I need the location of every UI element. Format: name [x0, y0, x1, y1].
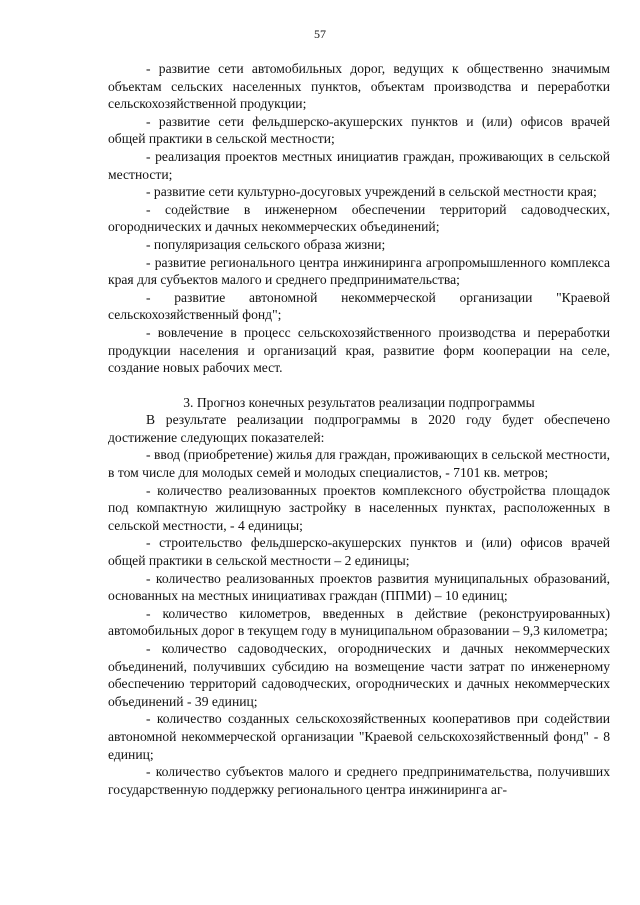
intro-paragraph: В результате реализации подпрограммы в 2020 году будет обеспечено достижение следующих показателей: — [108, 412, 610, 445]
list-item: - реализация проектов местных инициатив граждан, проживающих в сельской местности; — [108, 148, 610, 182]
indicator-item: - количество километров, введенных в действие (реконструированных) автомобильных дорог в текущем году в муниципальном образовании – 9,3 километра; — [108, 605, 610, 639]
indicator-item: - количество созданных сельскохозяйственных кооперативов при содействии автономной некоммерческой организации "Краевой сельскохозяйственный фонд" - 8 единиц; — [108, 711, 610, 762]
list-item: - развитие сети фельдшерско-акушерских пунктов и (или) офисов врачей общей практики в сельской местности; — [108, 113, 610, 147]
list-item: - развитие автономной некоммерческой организации "Краевой сельскохозяйственный фонд"; — [108, 289, 610, 323]
section-heading: 3. Прогноз конечных результатов реализации подпрограммы — [183, 394, 535, 410]
list-item: - развитие сети автомобильных дорог, ведущих к общественно значимым объектам сельских населенных пунктов, объектам производства и переработки сельскохозяйственной продукции; — [108, 61, 610, 112]
indicator-item: - ввод (приобретение) жилья для граждан, проживающих в сельской местности, в том числе для молодых семей и молодых специалистов, - 7101 кв. метров; — [108, 447, 610, 481]
indicator-item: - количество реализованных проектов развития муниципальных образований, основанных на местных инициативах граждан (ППМИ) – 10 единиц; — [108, 570, 610, 604]
indicator-item: - количество реализованных проектов комплексного обустройства площадок под компактную жилищную застройку в населенных пунктах, расположенных в сельской местности, - 4 единицы; — [108, 482, 610, 533]
indicator-item: - строительство фельдшерско-акушерских пунктов и (или) офисов врачей общей практики в сельской местности – 2 единицы; — [108, 535, 610, 569]
indicator-item: - количество садоводческих, огороднических и дачных некоммерческих объединений, получивших субсидию на возмещение части затрат по инженерному обеспечению территорий садоводческих, огороднических и дачных некоммерческих объединений - 39 единиц; — [108, 641, 610, 709]
indicator-item: - количество субъектов малого и среднего предпринимательства, получивших государственную поддержку регионального центра инжиниринга аг- — [108, 764, 610, 797]
page-number: 57 — [314, 27, 326, 41]
list-item: - развитие сети культурно-досуговых учреждений в сельской местности края; — [146, 184, 597, 200]
list-item: - вовлечение в процесс сельскохозяйственного производства и переработки продукции населения и организаций края, развитие форм кооперации на селе, создание новых рабочих мест. — [108, 324, 610, 376]
list-item: - содействие в инженерном обеспечении территорий садоводческих, огороднических и дачных некоммерческих объединений; — [108, 201, 610, 235]
list-item: - развитие регионального центра инжиниринга агропромышленного комплекса края для субъектов малого и среднего предпринимательства; — [108, 254, 610, 288]
document-body — [108, 60, 610, 798]
list-item: - популяризация сельского образа жизни; — [146, 236, 386, 252]
